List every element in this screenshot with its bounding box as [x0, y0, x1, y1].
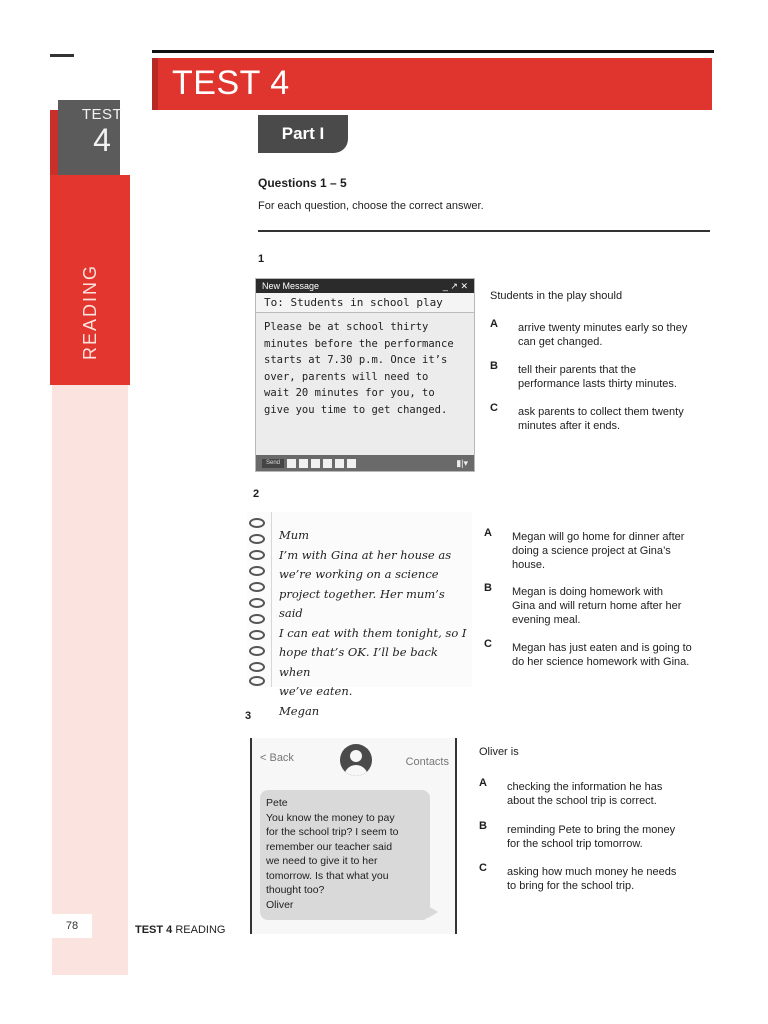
option-line: evening meal.: [512, 614, 581, 626]
drive-icon: [347, 459, 356, 468]
option-letter: C: [479, 862, 487, 874]
spiral-binding-icon: [247, 512, 267, 687]
option-line: reminding Pete to bring the money: [507, 824, 676, 836]
option-letter: A: [490, 318, 498, 330]
note-line: Mum: [279, 528, 310, 542]
message-line: Pete: [266, 797, 288, 809]
option-line: to bring for the school trip.: [507, 880, 635, 892]
option-line: Megan is doing homework with: [512, 586, 664, 598]
option-line: house.: [512, 559, 546, 571]
option-text: [507, 780, 662, 808]
option-letter: C: [484, 638, 492, 650]
contacts-button: Contacts: [405, 756, 449, 768]
emoji-icon: [323, 459, 332, 468]
option-line: for the school trip tomorrow.: [507, 838, 643, 850]
email-body: [256, 313, 474, 424]
option-text: [512, 585, 681, 627]
option-letter: B: [490, 360, 498, 372]
option-text: [512, 530, 684, 572]
instructions-text: For each question, choose the correct answer.: [258, 200, 484, 212]
message-line: Oliver: [266, 898, 294, 911]
note-line: I’m with Gina at her house as: [279, 547, 452, 562]
question-number: 2: [253, 488, 260, 500]
email-line: give you time to get changed.: [264, 403, 448, 416]
option-text: [507, 823, 675, 851]
section-divider: [258, 230, 710, 232]
option-text: [518, 363, 677, 391]
note-line: project together. Her mum’s said: [279, 586, 445, 620]
email-window: [255, 278, 475, 472]
option-line: do her science homework with Gina.: [512, 656, 690, 668]
option-letter: C: [490, 402, 498, 414]
email-line: starts at 7.30 p.m. Once it’s: [264, 354, 448, 366]
note-line: I can eat with them tonight, so I: [279, 625, 467, 640]
email-window-title: New Message: [262, 281, 320, 291]
part-badge: Part I: [258, 115, 348, 153]
email-line: wait 20 minutes for you, to: [264, 387, 435, 399]
email-title-bar: [256, 279, 474, 293]
option-line: checking the information he has: [507, 781, 663, 793]
message-line: for the school trip? I seem to: [266, 826, 399, 838]
note-line: Megan: [279, 703, 320, 718]
page-top-rule: [152, 50, 714, 53]
note-margin-line: [271, 512, 272, 687]
message-line: we need to give it to her: [266, 855, 378, 867]
phone-screen: [250, 738, 457, 934]
email-line: Please be at school thirty: [264, 321, 429, 333]
message-line: remember our teacher said: [266, 840, 393, 853]
option-line: minutes after it ends.: [518, 420, 621, 432]
option-line: asking how much money he needs: [507, 866, 677, 878]
side-test-number: 4: [93, 122, 111, 158]
option-line: ask parents to collect them twenty: [518, 406, 684, 418]
message-line: thought too?: [266, 884, 325, 896]
option-line: doing a science project at Gina’s: [512, 545, 671, 557]
question-number: 1: [258, 253, 265, 265]
email-line: minutes before the performance: [264, 337, 454, 350]
message-line: You know the money to pay: [266, 811, 395, 824]
question-stem: Students in the play should: [490, 290, 623, 302]
back-button: < Back: [260, 752, 294, 764]
option-text: [512, 641, 692, 669]
attach-icon: [299, 459, 308, 468]
option-letter: A: [479, 777, 487, 789]
side-test-label: TEST: [81, 106, 123, 123]
message-line: tomorrow. Is that what you: [266, 869, 389, 882]
format-icon: [287, 459, 296, 468]
image-icon: [335, 459, 344, 468]
option-line: Gina and will return home after her: [512, 600, 682, 612]
question-number: 3: [245, 710, 252, 722]
option-line: Megan has just eaten and is going to: [512, 642, 692, 654]
email-line: over, parents will need to: [264, 370, 429, 383]
option-line: about the school trip is correct.: [507, 795, 657, 807]
option-line: can get changed.: [518, 336, 603, 348]
message-bubble: [260, 790, 430, 920]
option-line: arrive twenty minutes early so they: [518, 322, 688, 334]
send-button: Send: [262, 459, 284, 468]
side-section-label: READING: [80, 263, 100, 360]
note-line: we’ve eaten.: [279, 684, 353, 698]
option-line: tell their parents that the: [518, 364, 637, 376]
margin-mark: [50, 54, 74, 57]
window-controls-icon: _ ↗ ✕: [442, 280, 468, 291]
note-text: [279, 526, 472, 721]
trash-icon: ▮|▾: [456, 457, 468, 468]
option-letter: B: [484, 582, 492, 594]
footer-label-bold: TEST 4: [135, 924, 173, 936]
email-to-field: To: Students in school play: [256, 293, 474, 313]
footer-label-rest: READING: [172, 924, 226, 936]
link-icon: [311, 459, 320, 468]
option-letter: A: [484, 527, 492, 539]
option-text: [518, 405, 684, 433]
option-text: [507, 865, 676, 893]
side-margin-band: [52, 385, 128, 975]
option-letter: B: [479, 820, 487, 832]
option-line: performance lasts thirty minutes.: [518, 378, 677, 390]
notebook-note: [247, 512, 472, 718]
footer-label: [135, 924, 225, 936]
note-line: we’re working on a science: [279, 567, 439, 581]
questions-heading: Questions 1 – 5: [258, 176, 347, 190]
header-edge: [152, 58, 158, 110]
page-number: 78: [52, 914, 92, 938]
page-title: TEST 4: [172, 64, 290, 102]
question-stem: Oliver is: [479, 746, 519, 758]
option-line: Megan will go home for dinner after: [512, 531, 685, 543]
note-line: hope that’s OK. I’ll be back when: [279, 645, 438, 679]
bubble-tail: [428, 906, 438, 918]
avatar-icon: [340, 744, 372, 776]
email-toolbar: [256, 455, 474, 471]
option-text: [518, 321, 687, 349]
